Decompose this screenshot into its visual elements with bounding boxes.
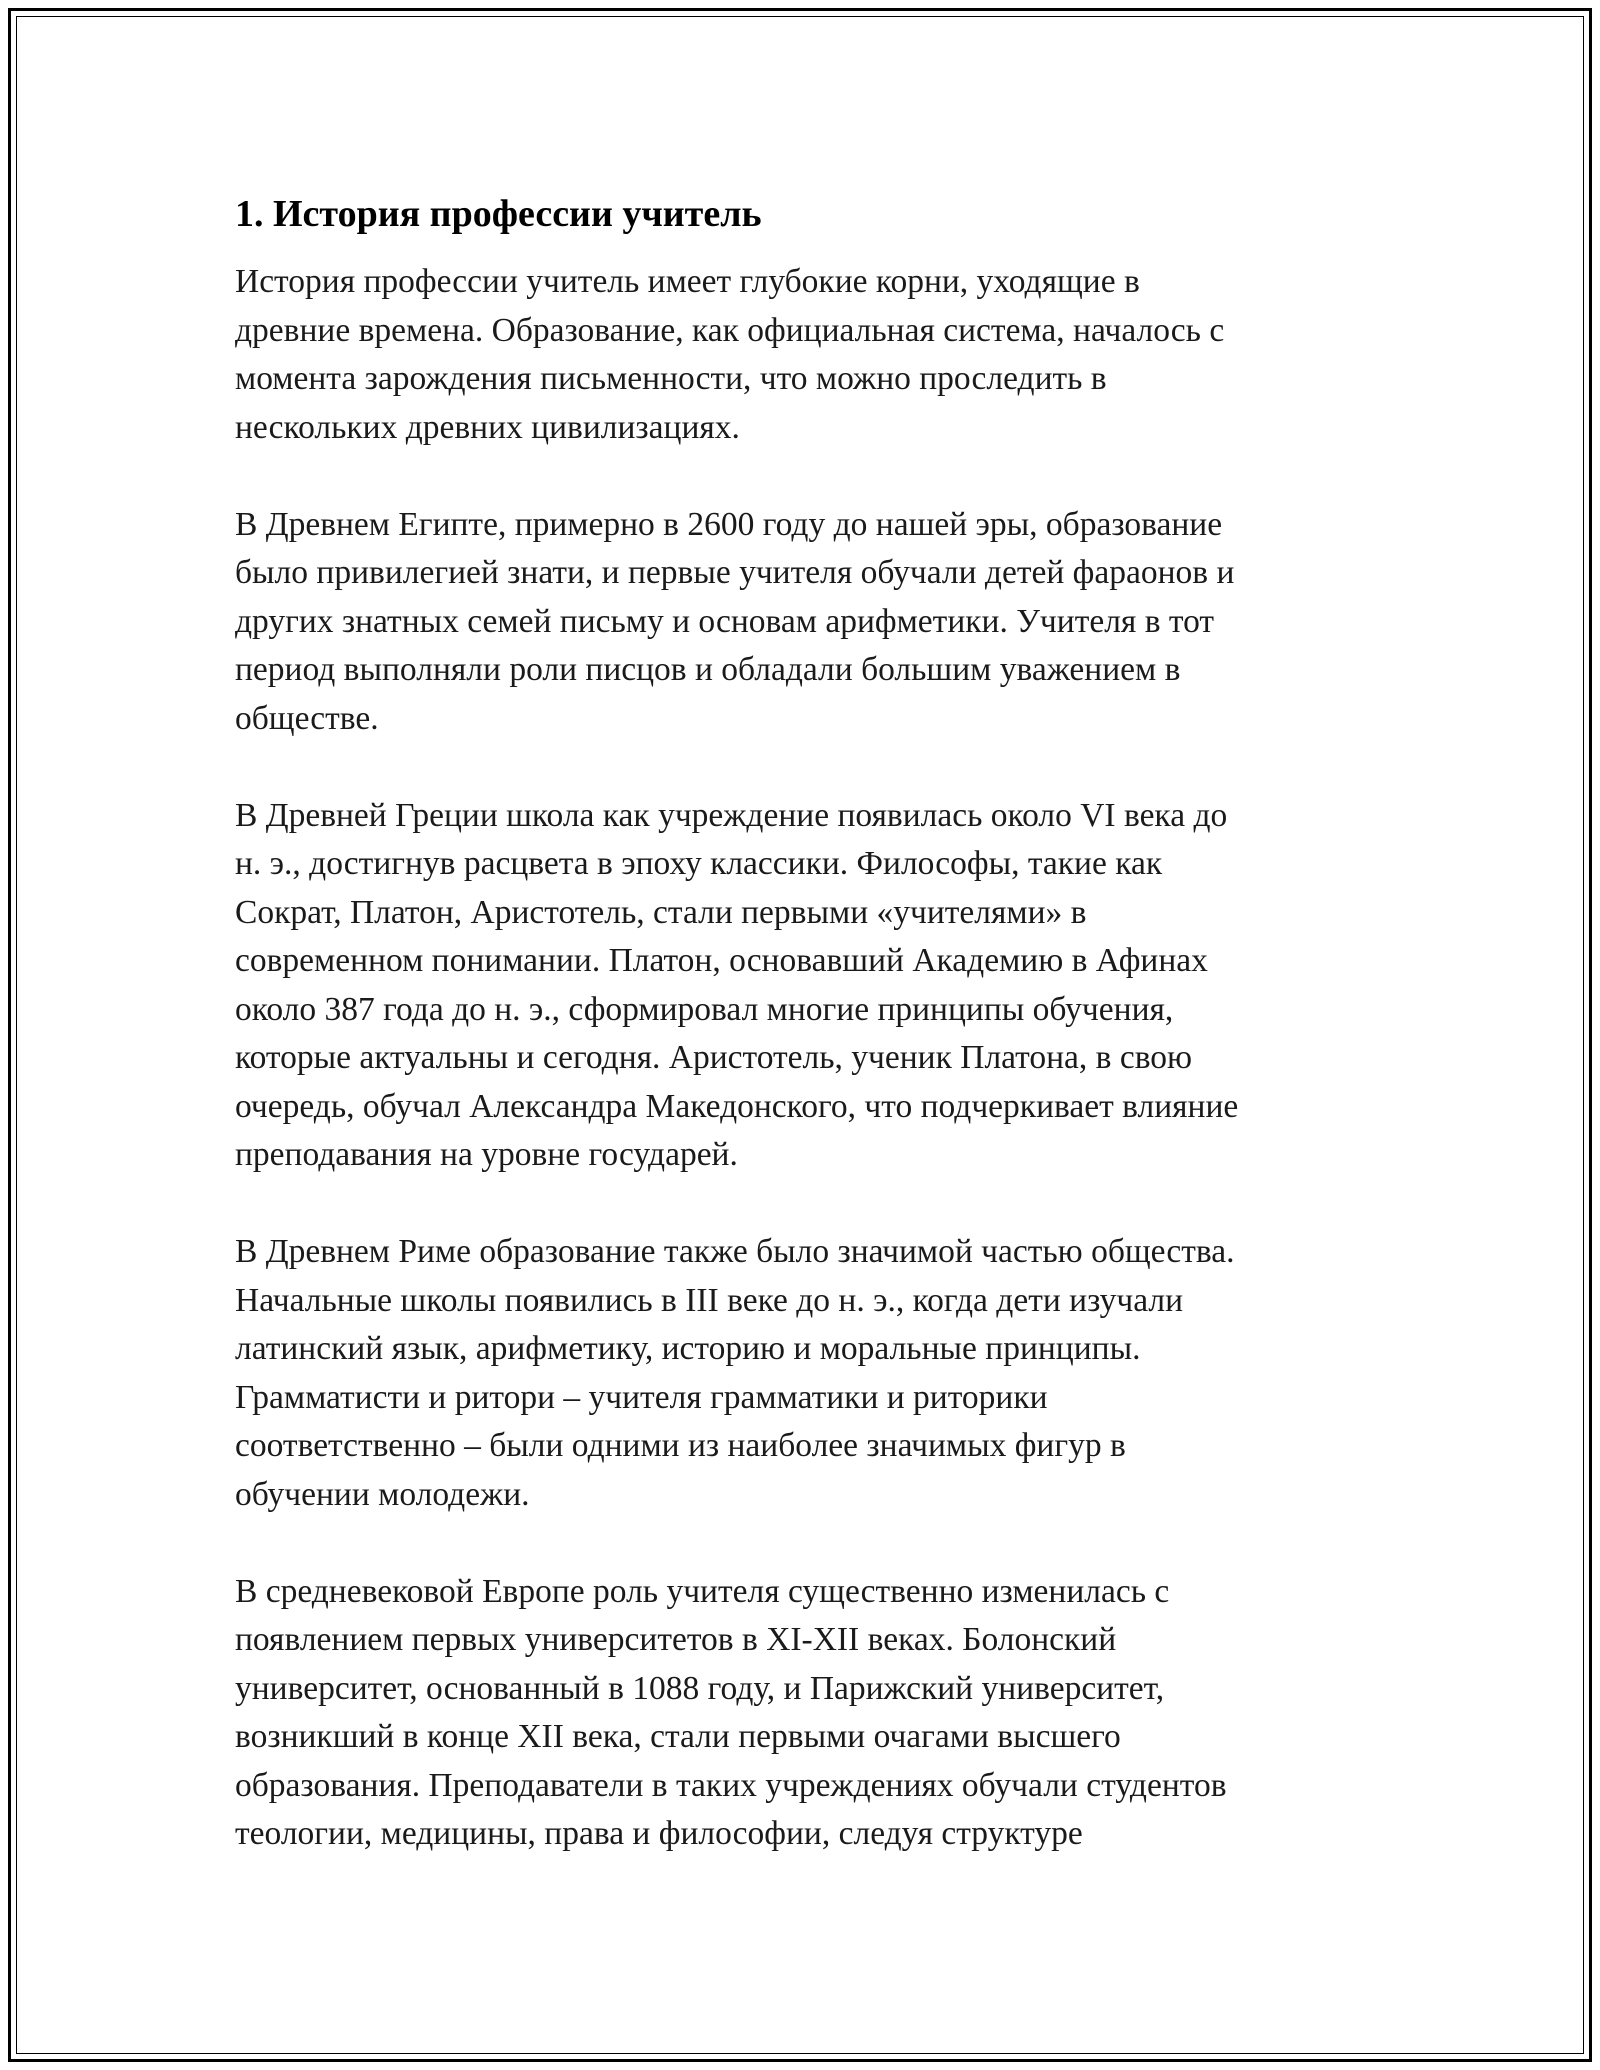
paragraph-line: период выполняли роли писцов и обладали большим уважением в	[235, 651, 1181, 688]
paragraph-line: соответственно – были одними из наиболее значимых фигур в	[235, 1427, 1126, 1464]
paragraph-line: образования. Преподаватели в таких учреждениях обучали студентов	[235, 1766, 1227, 1804]
paragraph-line: Грамматисти и ритори – учителя грамматики и риторики	[235, 1378, 1048, 1416]
paragraph-line: латинский язык, арифметику, историю и моральные принципы.	[235, 1330, 1141, 1367]
paragraph-line: История профессии учитель имеет глубокие корни, уходящие в	[235, 263, 1140, 300]
paragraph-line: обучении молодежи.	[235, 1475, 530, 1513]
paragraph	[235, 258, 1365, 452]
paragraph	[235, 1568, 1365, 1859]
paragraph-line: университет, основанный в 1088 году, и Парижский университет,	[235, 1669, 1165, 1707]
paragraph-line: Начальные школы появились в III веке до н. э., когда дети изучали	[235, 1281, 1184, 1319]
paragraph-line: возникший в конце XII века, стали первыми очагами высшего	[235, 1718, 1121, 1755]
paragraph-line: которые актуальны и сегодня. Аристотель, ученик Платона, в свою	[235, 1039, 1193, 1076]
paragraph-line: древние времена. Образование, как официальная система, началось с	[235, 311, 1225, 349]
paragraph	[235, 501, 1365, 744]
paragraph	[235, 1228, 1365, 1519]
document-body	[235, 190, 1365, 1907]
paragraph-list	[235, 258, 1365, 1859]
paragraph-line: обществе.	[235, 699, 379, 737]
paragraph-line: очередь, обучал Александра Македонского, что подчеркивает влияние	[235, 1087, 1239, 1125]
paragraph-line: теологии, медицины, права и философии, следуя структуре	[235, 1815, 1083, 1852]
paragraph-line: В средневековой Европе роль учителя существенно изменилась с	[235, 1572, 1170, 1610]
paragraph	[235, 792, 1365, 1180]
section-heading: 1. История профессии учитель	[235, 193, 762, 235]
paragraph-line: других знатных семей письму и основам арифметики. Учителя в тот	[235, 602, 1215, 640]
paragraph-line: преподавания на уровне государей.	[235, 1136, 738, 1173]
paragraph-line: появлением первых университетов в XI-XII веках. Болонский	[235, 1621, 1117, 1658]
paragraph-line: Сократ, Платон, Аристотель, стали первыми «учителями» в	[235, 893, 1087, 931]
paragraph-line: В Древнем Риме образование также было значимой частью общества.	[235, 1233, 1235, 1270]
paragraph-line: около 387 года до н. э., сформировал многие принципы обучения,	[235, 990, 1174, 1028]
paragraph-line: современном понимании. Платон, основавший Академию в Афинах	[235, 942, 1208, 979]
paragraph-line: н. э., достигнув расцвета в эпоху классики. Философы, такие как	[235, 845, 1163, 882]
paragraph-line: В Древнем Египте, примерно в 2600 году до нашей эры, образование	[235, 505, 1223, 543]
paragraph-line: В Древней Греции школа как учреждение появилась около VI века до	[235, 796, 1228, 834]
paragraph-line: момента зарождения письменности, что можно проследить в	[235, 360, 1107, 397]
paragraph-line: было привилегией знати, и первые учителя обучали детей фараонов и	[235, 554, 1235, 591]
paragraph-line: нескольких древних цивилизациях.	[235, 408, 740, 446]
